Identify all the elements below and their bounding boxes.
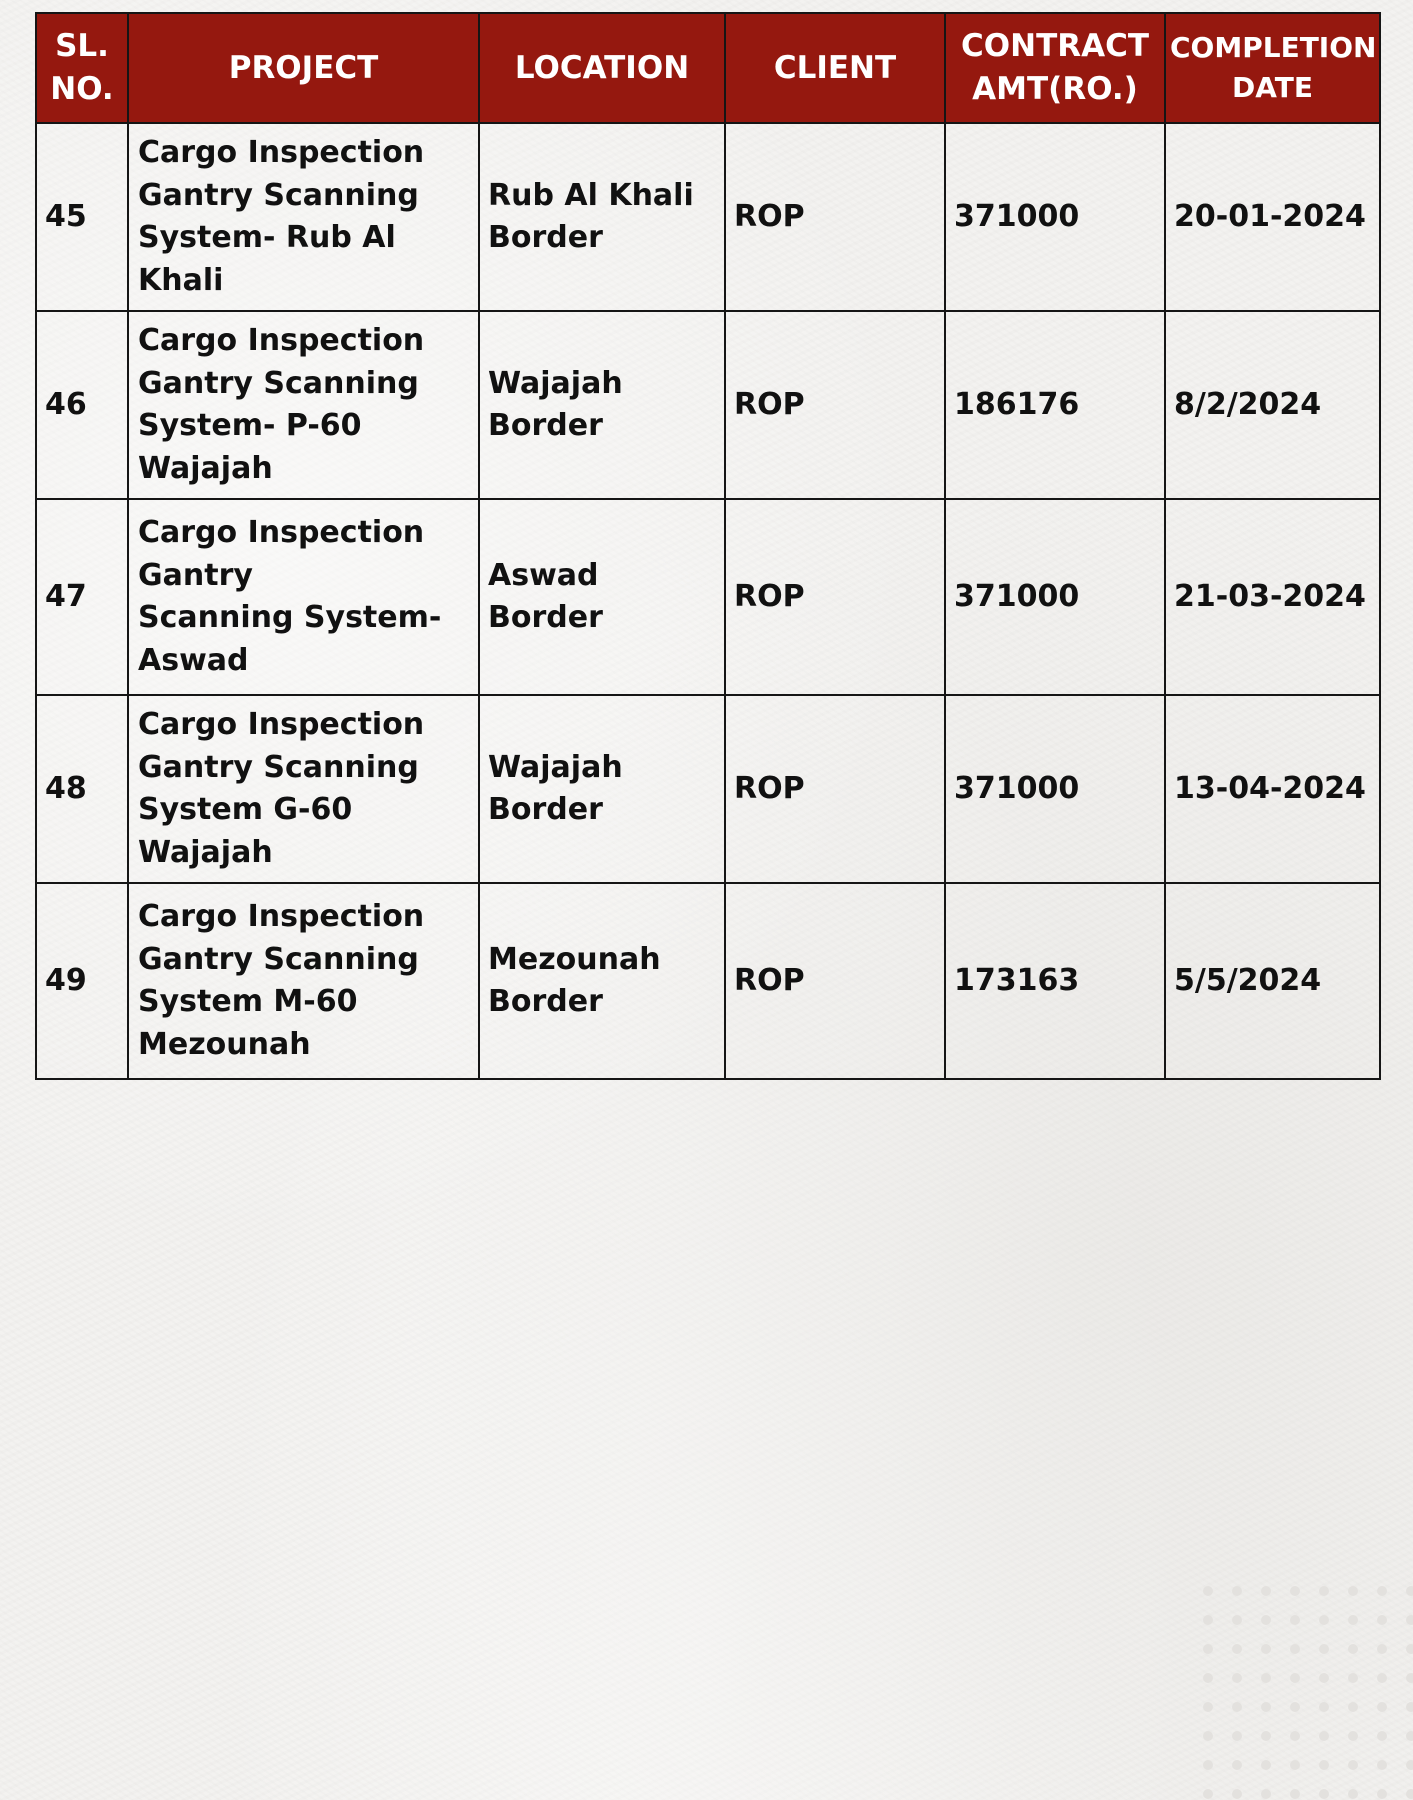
decorative-dot [1377, 1673, 1387, 1683]
table-row [36, 499, 1380, 695]
header-contract-amt [945, 13, 1165, 123]
cell-completion-date: 5/5/2024 [1165, 883, 1380, 1079]
decorative-dot [1290, 1644, 1300, 1654]
decorative-dot [1290, 1673, 1300, 1683]
decorative-dot [1290, 1702, 1300, 1712]
decorative-dot [1319, 1731, 1329, 1741]
cell-project: Cargo Inspection Gantry Scanning System G-60 Wajajah [128, 695, 479, 883]
header-contract-line2: AMT(RO.) [972, 71, 1138, 107]
decorative-dot [1377, 1789, 1387, 1799]
decorative-dot [1406, 1731, 1413, 1741]
cell-contract-amt: 371000 [945, 123, 1165, 311]
table-row [36, 123, 1380, 311]
decorative-dot [1203, 1789, 1213, 1799]
decorative-dot [1232, 1644, 1242, 1654]
cell-contract-amt: 173163 [945, 883, 1165, 1079]
table-header-row [36, 13, 1380, 123]
cell-client: ROP [725, 883, 945, 1079]
cell-sl-no: 46 [36, 311, 128, 499]
decorative-dot [1406, 1615, 1413, 1625]
decorative-dot [1232, 1760, 1242, 1770]
decorative-dot [1203, 1673, 1213, 1683]
decorative-dot [1232, 1586, 1242, 1596]
decorative-dot [1290, 1760, 1300, 1770]
cell-location: Mezounah Border [479, 883, 725, 1079]
cell-sl-no: 45 [36, 123, 128, 311]
cell-client: ROP [725, 499, 945, 695]
decorative-dot [1290, 1789, 1300, 1799]
cell-completion-date: 20-01-2024 [1165, 123, 1380, 311]
decorative-dot [1406, 1789, 1413, 1799]
decorative-dot [1406, 1586, 1413, 1596]
decorative-dot [1319, 1615, 1329, 1625]
projects-table [35, 12, 1381, 1080]
cell-location: Wajajah Border [479, 311, 725, 499]
decorative-dot [1290, 1586, 1300, 1596]
table-row [36, 695, 1380, 883]
decorative-dot [1348, 1644, 1358, 1654]
decorative-dot [1261, 1789, 1271, 1799]
cell-project: Cargo Inspection Gantry Scanning System M-60 Mezounah [128, 883, 479, 1079]
cell-project: Cargo Inspection Gantry Scanning System- Rub Al Khali [128, 123, 479, 311]
decorative-dot [1232, 1702, 1242, 1712]
header-sl-no [36, 13, 128, 123]
cell-sl-no: 47 [36, 499, 128, 695]
header-completion-line1: COMPLETION [1170, 31, 1377, 64]
decorative-dot [1261, 1644, 1271, 1654]
decorative-dot [1406, 1760, 1413, 1770]
decorative-dot [1348, 1673, 1358, 1683]
decorative-dot [1261, 1760, 1271, 1770]
decorative-dot [1348, 1789, 1358, 1799]
cell-client: ROP [725, 695, 945, 883]
decorative-dot [1319, 1673, 1329, 1683]
decorative-dot [1319, 1586, 1329, 1596]
decorative-dot [1406, 1673, 1413, 1683]
decorative-dot [1406, 1702, 1413, 1712]
decorative-dot [1261, 1673, 1271, 1683]
header-location: LOCATION [479, 13, 725, 123]
cell-completion-date: 13-04-2024 [1165, 695, 1380, 883]
decorative-dot [1290, 1731, 1300, 1741]
decorative-dot [1348, 1586, 1358, 1596]
header-contract-line1: CONTRACT [961, 28, 1149, 64]
decorative-dot [1377, 1760, 1387, 1770]
cell-client: ROP [725, 311, 945, 499]
header-client: CLIENT [725, 13, 945, 123]
cell-location: Rub Al Khali Border [479, 123, 725, 311]
decorative-dot [1232, 1673, 1242, 1683]
decorative-dot [1377, 1586, 1387, 1596]
header-completion-date [1165, 13, 1380, 123]
decorative-dot [1232, 1731, 1242, 1741]
decorative-dot [1203, 1731, 1213, 1741]
cell-completion-date: 21-03-2024 [1165, 499, 1380, 695]
decorative-dot [1377, 1644, 1387, 1654]
decorative-dot [1232, 1789, 1242, 1799]
cell-location: Wajajah Border [479, 695, 725, 883]
cell-contract-amt: 371000 [945, 499, 1165, 695]
header-sl-no-line2: NO. [50, 71, 114, 107]
table-row [36, 311, 1380, 499]
decorative-dot [1348, 1760, 1358, 1770]
decorative-dot [1319, 1702, 1329, 1712]
cell-contract-amt: 371000 [945, 695, 1165, 883]
decorative-dot [1319, 1789, 1329, 1799]
decorative-dot [1377, 1702, 1387, 1712]
decorative-dot [1319, 1760, 1329, 1770]
dot-grid-pattern [1195, 1582, 1413, 1800]
decorative-dot [1203, 1586, 1213, 1596]
table-row [36, 883, 1380, 1079]
decorative-dot [1377, 1615, 1387, 1625]
cell-project: Cargo Inspection Gantry Scanning System- Aswad [128, 499, 479, 695]
decorative-dot [1377, 1731, 1387, 1741]
cell-completion-date: 8/2/2024 [1165, 311, 1380, 499]
decorative-dot [1290, 1615, 1300, 1625]
cell-sl-no: 48 [36, 695, 128, 883]
decorative-dot [1261, 1586, 1271, 1596]
cell-location: Aswad Border [479, 499, 725, 695]
decorative-dot [1261, 1615, 1271, 1625]
decorative-dot [1319, 1644, 1329, 1654]
header-project: PROJECT [128, 13, 479, 123]
decorative-dot [1203, 1760, 1213, 1770]
cell-project: Cargo Inspection Gantry Scanning System- P-60 Wajajah [128, 311, 479, 499]
decorative-dot [1406, 1644, 1413, 1654]
decorative-dot [1348, 1731, 1358, 1741]
header-sl-no-line1: SL. [55, 28, 109, 64]
decorative-dot [1348, 1702, 1358, 1712]
decorative-dot [1261, 1702, 1271, 1712]
decorative-dot [1348, 1615, 1358, 1625]
decorative-dot [1203, 1702, 1213, 1712]
decorative-dot [1261, 1731, 1271, 1741]
cell-contract-amt: 186176 [945, 311, 1165, 499]
projects-table-wrapper [35, 12, 1379, 1080]
decorative-dot [1203, 1644, 1213, 1654]
header-completion-line2: DATE [1232, 71, 1313, 104]
cell-client: ROP [725, 123, 945, 311]
decorative-dot [1232, 1615, 1242, 1625]
decorative-dot [1203, 1615, 1213, 1625]
cell-sl-no: 49 [36, 883, 128, 1079]
